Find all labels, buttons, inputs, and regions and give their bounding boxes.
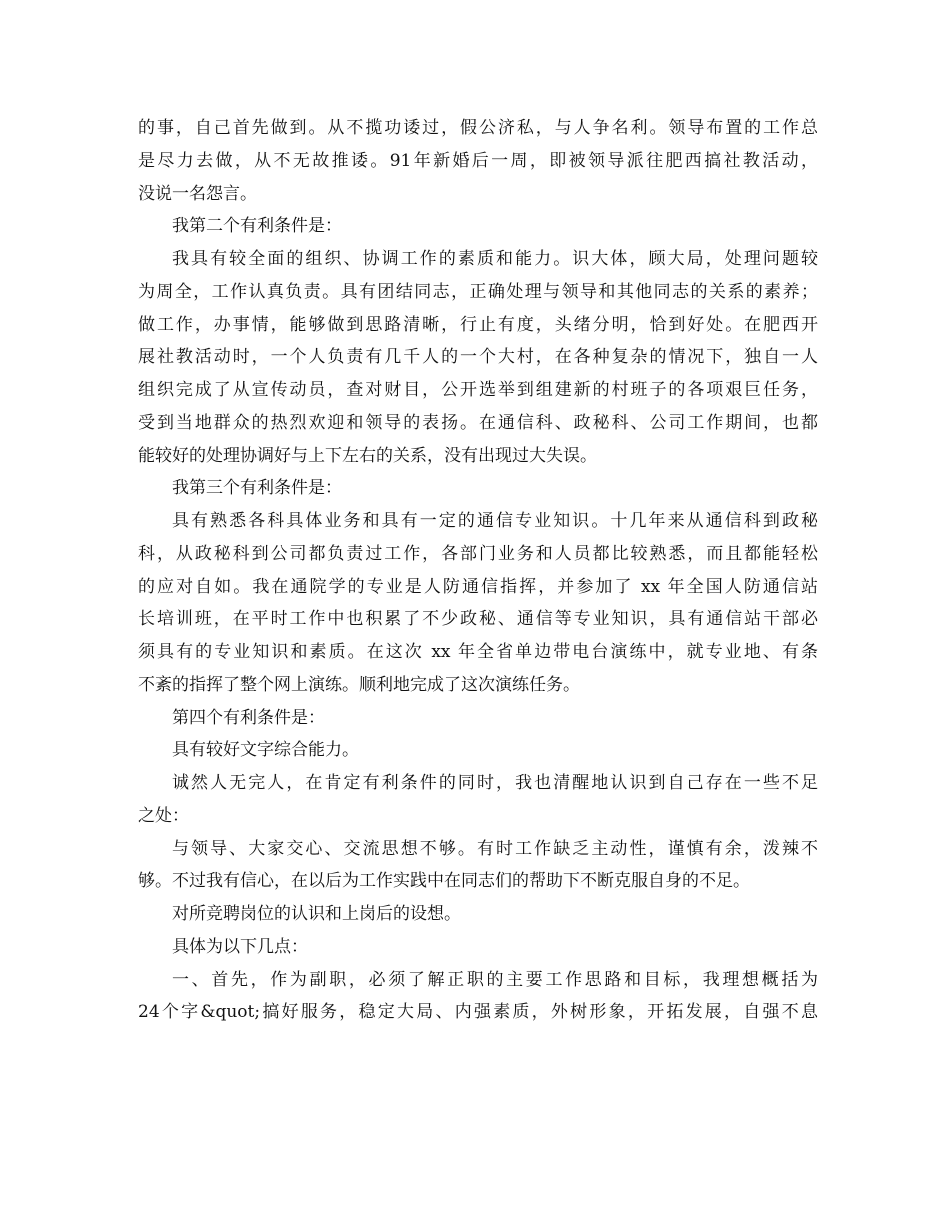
text-line-5: 我具有较全面的组织、协调工作的素质和能力。识大体，顾大局，处理问题较 [172,249,818,269]
text-line-8: 展社教活动时，一个人负责有几千人的一个大村，在各种复杂的情况下，独自一人 [138,347,818,368]
text-line-13: 具有熟悉各科具体业务和具有一定的通信专业知识。十几年来从通信科到政秘 [172,511,818,531]
text-line-6: 为周全，工作认真负责。具有团结同志，正确处理与领导和其他同志的关系的素养； [138,281,818,302]
text-line-26: 具体为以下几点： [172,936,308,957]
text-line-28: 24个字&quot;搞好服务，稳定大局、内强素质，外树形象，开拓发展，自强不息 [138,1002,818,1023]
text-line-1: 的事，自己首先做到。从不揽功诿过，假公济私，与人争名利。领导布置的工作总 [138,118,818,138]
text-line-24: 够。不过我有信心，在以后为工作实践中在同志们的帮助下不断克服自身的不足。 [138,871,750,892]
text-line-11: 能较好的处理协调好与上下左右的关系，没有出现过大失误。 [138,445,597,466]
text-line-14: 科，从政秘科到公司都负责过工作，各部门业务和人员都比较熟悉，而且都能轻松 [138,543,818,564]
body-text [138,112,818,1029]
text-line-21: 诚然人无完人，在肯定有利条件的同时，我也清醒地认识到自己存在一些不足 [172,773,818,793]
text-line-3: 没说一名怨言。 [138,183,257,204]
text-line-25: 对所竞聘岗位的认识和上岗后的设想。 [172,904,461,924]
text-line-7: 做工作，办事情，能够做到思路清晰，行止有度，头绪分明，恰到好处。在肥西开 [138,314,818,335]
text-line-16: 长培训班，在平时工作中也积累了不少政秘、通信等专业知识，具有通信站干部必 [138,609,818,630]
text-line-17: 须具有的专业知识和素质。在这次 xx 年全省单边带电台演练中，就专业地、有条 [138,642,818,662]
text-line-19: 第四个有利条件是： [172,707,325,728]
text-line-2: 是尽力去做，从不无故推诿。91年新婚后一周，即被领导派往肥西搞社教活动， [138,150,818,171]
text-line-27: 一、首先，作为副职，必须了解正职的主要工作思路和目标，我理想概括为 [172,969,818,990]
text-line-9: 组织完成了从宣传动员，查对财目，公开选举到组建新的村班子的各项艰巨任务， [138,380,818,400]
text-line-10: 受到当地群众的热烈欢迎和领导的表扬。在通信科、政秘科、公司工作期间，也都 [138,412,818,433]
text-line-22: 之处： [138,805,189,826]
text-line-15: 的应对自如。我在通院学的专业是人防通信指挥，并参加了 xx 年全国人防通信站 [138,576,818,597]
text-line-20: 具有较好文字综合能力。 [172,740,359,761]
text-line-12: 我第三个有利条件是： [172,478,342,499]
text-line-23: 与领导、大家交心、交流思想不够。有时工作缺乏主动性，谨慎有余，泼辣不 [172,838,818,859]
text-line-18: 不紊的指挥了整个网上演练。顺利地完成了这次演练任务。 [138,674,580,695]
text-line-4: 我第二个有利条件是： [172,216,342,237]
